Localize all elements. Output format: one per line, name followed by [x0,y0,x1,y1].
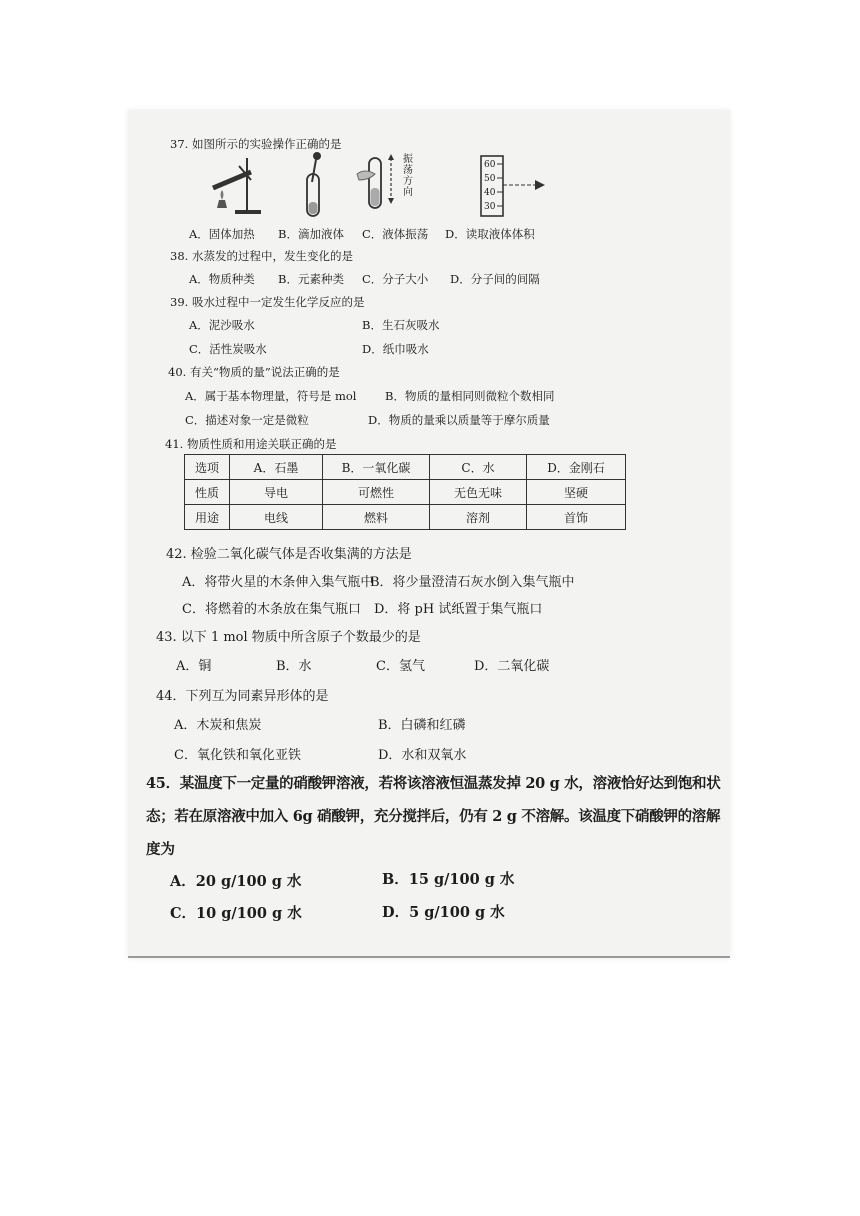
q38-option-a: A．物质种类 [189,272,255,286]
table-cell: D．金刚石 [527,455,626,480]
q43-option-d: D．二氧化碳 [474,659,550,674]
q45-option-d: D．5 g/100 g 水 [382,904,505,921]
tick-label: 30 [484,202,496,212]
shake-direction-label: 振荡方向 [403,154,413,198]
table-cell: 性质 [185,480,230,505]
q41-table [184,454,626,530]
q45-stem-line3: 度为 [146,841,175,858]
q43-option-a: A．铜 [176,659,212,674]
q42-stem: 42. 检验二氧化碳气体是否收集满的方法是 [166,547,412,562]
table-cell: 选项 [185,455,230,480]
q42-option-a: A．将带火星的木条伸入集气瓶中 [182,575,374,590]
dropping-liquid-figure [295,152,335,220]
q40-stem: 40. 有关“物质的量”说法正确的是 [168,365,340,379]
table-cell: 电线 [230,505,323,530]
table-cell: 用途 [185,505,230,530]
q45-stem-line1: 45．某温度下一定量的硝酸钾溶液，若将该溶液恒温蒸发掉 20 g 水，溶液恰好达到饱和状 [146,775,721,792]
table-cell: 坚硬 [527,480,626,505]
table-row [185,455,626,480]
q45-option-a: A．20 g/100 g 水 [170,873,302,890]
q38-stem: 38. 水蒸发的过程中，发生变化的是 [170,249,353,263]
table-cell: 导电 [230,480,323,505]
q44-option-c: C．氧化铁和氧化亚铁 [174,748,301,763]
q40-option-c: C．描述对象一定是微粒 [185,413,309,427]
q43-stem: 43. 以下 1 mol 物质中所含原子个数最少的是 [156,630,421,645]
q44-option-d: D．水和双氧水 [378,748,467,763]
q37-option-b: B．滴加液体 [278,227,344,241]
q37-option-c: C．液体振荡 [362,227,429,241]
table-cell: 燃料 [323,505,430,530]
table-cell: C．水 [430,455,527,480]
tick-label: 60 [484,160,496,170]
q44-option-b: B．白磷和红磷 [378,718,466,733]
q42-option-b: B．将少量澄清石灰水倒入集气瓶中 [370,575,575,590]
q40-option-a: A．属于基本物理量，符号是 mol [185,389,357,403]
table-cell: 无色无味 [430,480,527,505]
table-row [185,480,626,505]
q37-figures [205,152,565,220]
table-cell: 可燃性 [323,480,430,505]
q42-option-d: D．将 pH 试纸置于集气瓶口 [374,602,543,617]
q39-option-b: B．生石灰吸水 [362,318,440,332]
q38-option-b: B．元素种类 [278,272,344,286]
q45-stem-line2: 态；若在原溶液中加入 6g 硝酸钾，充分搅拌后，仍有 2 g 不溶解。该温度下硝酸钾的溶解 [146,808,721,825]
table-cell: B．一氧化碳 [323,455,430,480]
cylinder-ticks [484,158,495,214]
q39-stem: 39. 吸水过程中一定发生化学反应的是 [170,295,365,309]
q45-option-c: C．10 g/100 g 水 [170,905,302,922]
q44-option-a: A．木炭和焦炭 [174,718,262,733]
q41-stem: 41. 物质性质和用途关联正确的是 [165,437,337,451]
solid-heating-figure [205,152,265,220]
q38-option-c: C．分子大小 [362,272,429,286]
tick-label: 40 [484,188,496,198]
q37-option-a: A．固体加热 [189,227,255,241]
table-row [185,505,626,530]
q39-option-a: A．泥沙吸水 [189,318,255,332]
table-cell: A．石墨 [230,455,323,480]
q40-option-b: B．物质的量相同则微粒个数相同 [385,389,555,403]
q38-option-d: D．分子间的间隔 [450,272,540,286]
q37-option-d: D．读取液体体积 [445,227,535,241]
q43-option-c: C．氢气 [376,659,425,674]
q42-option-c: C．将燃着的木条放在集气瓶口 [182,602,361,617]
q45-option-b: B．15 g/100 g 水 [382,871,515,888]
q40-option-d: D．物质的量乘以质量等于摩尔质量 [368,413,550,427]
q37-stem: 37. 如图所示的实验操作正确的是 [170,137,342,151]
tick-label: 50 [484,174,496,184]
table-cell: 溶剂 [430,505,527,530]
q39-option-c: C．活性炭吸水 [189,342,267,356]
table-cell: 首饰 [527,505,626,530]
q44-stem: 44．下列互为同素异形体的是 [156,689,329,704]
q43-option-b: B．水 [276,659,312,674]
q39-option-d: D．纸巾吸水 [362,342,429,356]
